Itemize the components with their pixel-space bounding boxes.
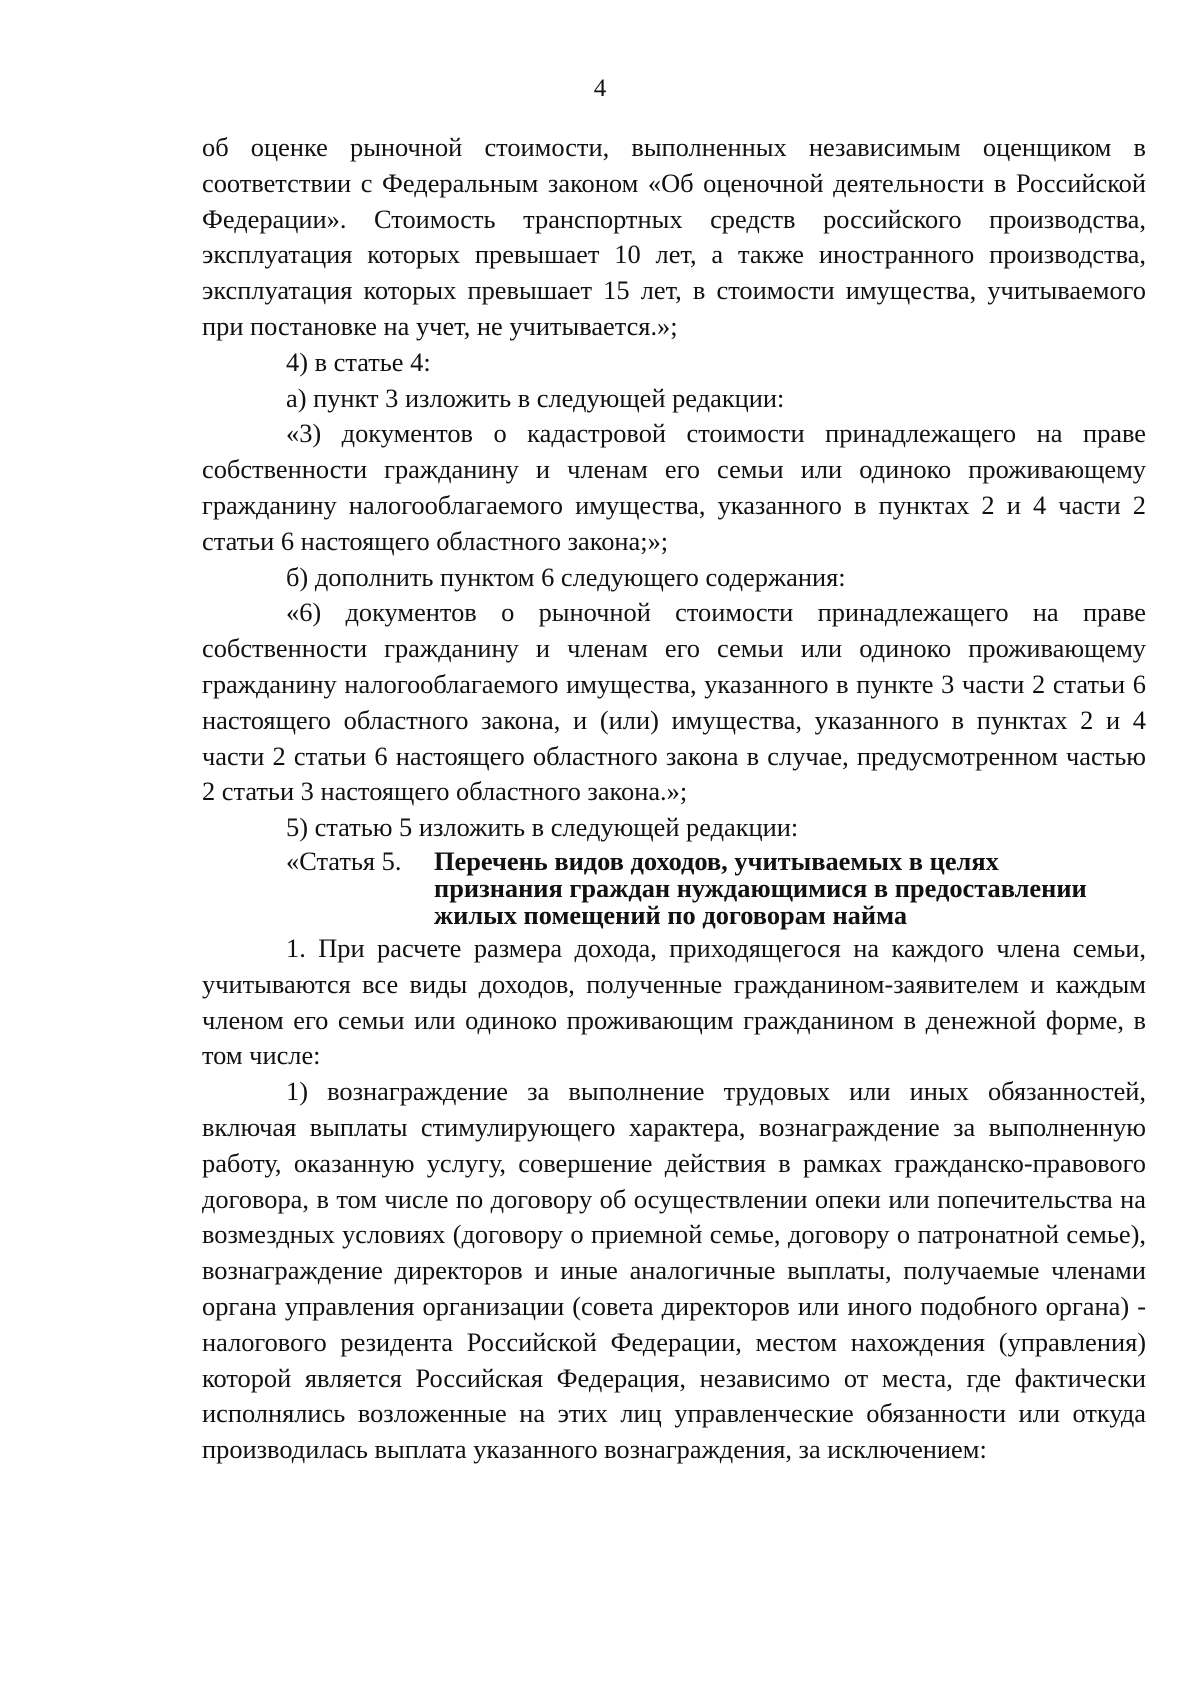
paragraph-cadastral-documents: «3) документов о кадастровой стоимости принадлежащего на праве собственности гражданину и членам его семьи или одиноко проживающему гражданину налогооблагаемого имущества, указанного в пунктах 2 и 4 части 2 статьи 6 настоящего областного закона;»; [202, 418, 1146, 556]
article-5-label: «Статья 5. [286, 845, 402, 876]
article-5-title [434, 846, 1104, 929]
paragraph-subitem-a: а) пункт 3 изложить в следующей редакции: [286, 382, 785, 413]
paragraph-remuneration: 1) вознаграждение за выполнение трудовых или иных обязанностей, включая выплаты стимулирующего характера, вознаграждение за выполненную работу, оказанную услугу, совершение действия в рамках гражданско-правового договора, в том числе по договору об осуществлении опеки или попечительства на возмездных условиях (договору о приемной семье, договору о патронатной семье), вознаграждение директоров и иные аналогичные выплаты, получаемые членами органа управления организации (совета директоров или иного подобного органа) - налогового резидента Российской Федерации, местом нахождения (управления) которой является Российская Федерация, независимо от места, где фактически исполнялись возложенные на этих лиц управленческие обязанности или откуда производилась выплата указанного вознаграждения, за исключением: [202, 1076, 1146, 1465]
paragraph-item-4: 4) в статье 4: [286, 346, 431, 377]
paragraph-market-value-documents: «6) документов о рыночной стоимости принадлежащего на праве собственности гражданину и членам его семьи или одиноко проживающему гражданину налогооблагаемого имущества, указанного в пункте 3 части 2 статьи 6 настоящего областного закона, и (или) имущества, указанного в пунктах 2 и 4 части 2 статьи 6 настоящего областного закона в случае, предусмотренном частью 2 статьи 3 настоящего областного закона.»; [202, 597, 1146, 807]
page-number: 4 [593, 75, 607, 102]
paragraph-subitem-b: б) дополнить пунктом 6 следующего содержания: [286, 561, 846, 592]
paragraph-income-calculation: 1. При расчете размера дохода, приходящегося на каждого члена семьи, учитываются все виды доходов, полученные гражданином-заявителем и каждым членом его семьи или одиноко проживающим гражданином в денежной форме, в том числе: [202, 932, 1146, 1071]
paragraph-valuation-continuation: об оценке рыночной стоимости, выполненных независимым оценщиком в соответствии с Федеральным законом «Об оценочной деятельности в Российской Федерации». Стоимость транспортных средств российского производства, эксплуатация которых превышает 10 лет, а также иностранного производства, эксплуатация которых превышает 15 лет, в стоимости имущества, учитываемого при постановке на учет, не учитывается.»; [202, 132, 1146, 341]
article-5-heading [202, 846, 1146, 929]
paragraph-item-5: 5) статью 5 изложить в следующей редакции: [286, 812, 799, 843]
document-body [202, 130, 1146, 1468]
article-5-title-line: жилых помещений по договорам найма [434, 899, 908, 930]
article-5-title-line: Перечень видов доходов, учитываемых в целях [434, 845, 999, 876]
article-5-title-line: признания граждан нуждающимися в предоставлении [434, 872, 1087, 903]
